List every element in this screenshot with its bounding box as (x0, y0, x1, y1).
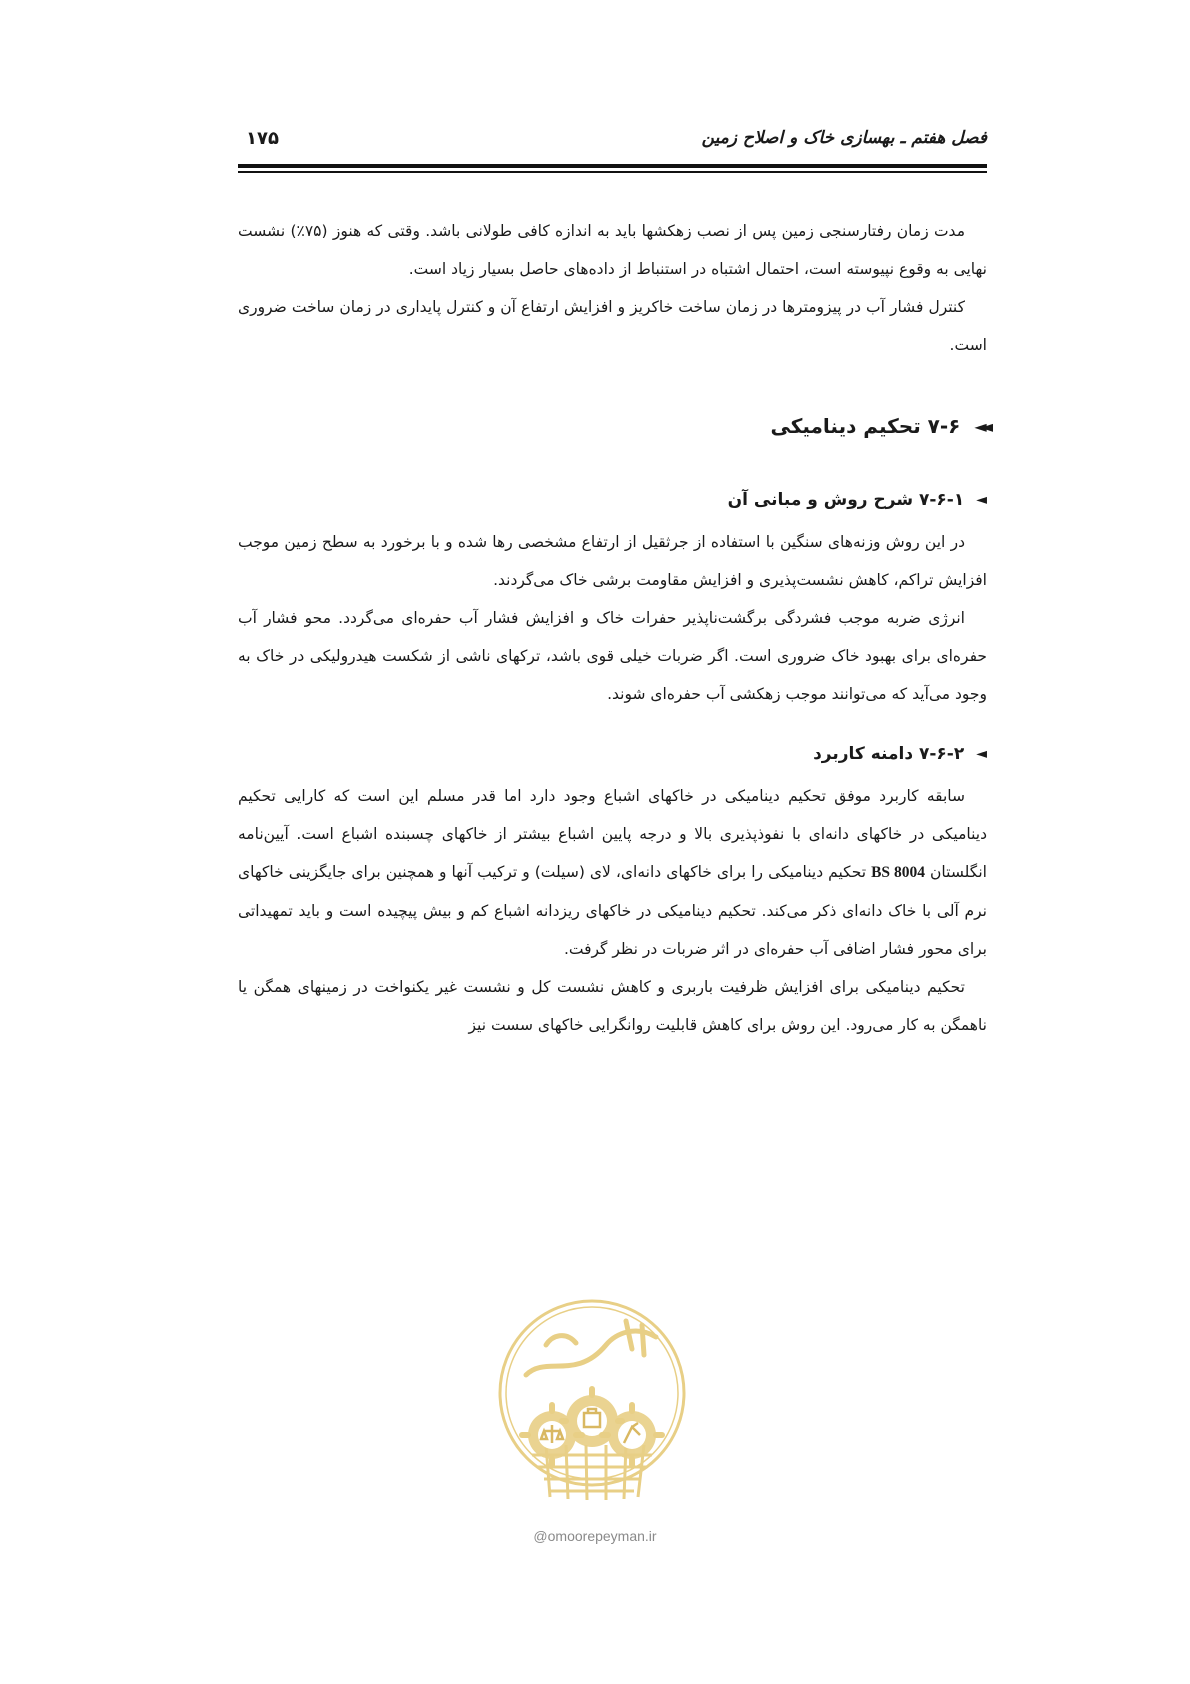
intro-paragraph-2: کنترل فشار آب در پیزومترها در زمان ساخت خاکریز و افزایش ارتفاع آن و کنترل پایداری در زمان ساخت ضروری است. (238, 298, 987, 354)
body-text (238, 212, 987, 1044)
sub2-p1-text-before: سابقه کاربرد موفق تحکیم دینامیکی در خاکهای اشباع وجود دارد اما قدر مسلم این است که کارایی تحکیم دینامیکی در خاکهای دانه‌ای با نفوذپذیری بالا و درجه پایین اشباع بیشتر از خاکهای چسبنده اشباع است. آیین‌نامه انگلستان (238, 787, 987, 881)
header-rule-thin (238, 171, 987, 173)
chapter-title: فصل هفتم ـ بهسازی خاک و اصلاح زمین (701, 128, 987, 148)
sub1-paragraph-1: در این روش وزنه‌های سنگین با استفاده از جرثقیل از ارتفاع مشخصی رها شده و با برخورد به سطح زمین موجب افزایش تراکم، کاهش نشست‌پذیری و افزایش مقاومت برشی خاک می‌گردند. (238, 533, 987, 589)
watermark-logo (486, 1285, 698, 1517)
double-arrow-icon: ◄◄ (974, 417, 987, 436)
subsection-heading-1 (238, 477, 987, 523)
arrow-icon: ◄ (976, 746, 987, 762)
sub2-paragraph-2: تحکیم دینامیکی برای افزایش ظرفیت باربری و کاهش نشست کل و نشست غیر یکنواخت در زمینهای همگن یا ناهمگن به کار می‌رود. این روش برای کاهش قابلیت روانگرایی خاکهای سست نیز (238, 978, 987, 1034)
sub2-p1-text-after: تحکیم دینامیکی را برای خاکهای دانه‌ای، لای (سیلت) و ترکیب آنها و همچنین برای جایگزینی خاکهای نرم آلی با خاک دانه‌ای ذکر می‌کند. تحکیم دینامیکی در خاکهای ریزدانه اشباع کم و بیش پیچیده است و باید تمهیداتی برای محور فشار اضافی آب حفره‌ای در اثر ضربات در نظر گرفت. (238, 863, 987, 958)
subsection-title-2: ۷-۶-۲ دامنه کاربرد (813, 744, 965, 764)
standard-code: BS 8004 (871, 864, 926, 881)
subsection-heading-2 (238, 731, 987, 777)
intro-paragraph-1: مدت زمان رفتارسنجی زمین پس از نصب زهکشها باید به اندازه کافی طولانی باشد. وقتی که هنوز (۷۵٪) نشست نهایی به وقوع نپیوسته است، احتمال اشتباه در استنباط از داده‌های حاصل بسیار زیاد است. (238, 222, 987, 278)
page-number: ۱۷۵ (246, 128, 279, 149)
sub1-paragraph-2: انرژی ضربه موجب فشردگی برگشت‌ناپذیر حفرات خاک و افزایش فشار آب حفره‌ای می‌گردد. محو فشار آب حفره‌ای برای بهبود خاک ضروری است. اگر ضربات خیلی قوی باشد، ترکهای ناشی از شکست هیدرولیکی در خاک به وجود می‌آید که می‌توانند موجب زهکشی آب حفره‌ای شوند. (238, 609, 987, 703)
section-title: ۷-۶ تحکیم دینامیکی (770, 414, 961, 438)
arrow-icon: ◄ (976, 492, 987, 508)
running-header (238, 128, 987, 158)
section-heading (238, 397, 987, 455)
header-rule-thick (238, 164, 987, 168)
omoore-peyman-seal-icon (486, 1285, 698, 1517)
logo-caption: @omoorepeyman.ir (533, 1528, 657, 1544)
subsection-title-1: ۷-۶-۱ شرح روش و مبانی آن (727, 490, 965, 510)
sub2-paragraph-1 (238, 777, 987, 968)
